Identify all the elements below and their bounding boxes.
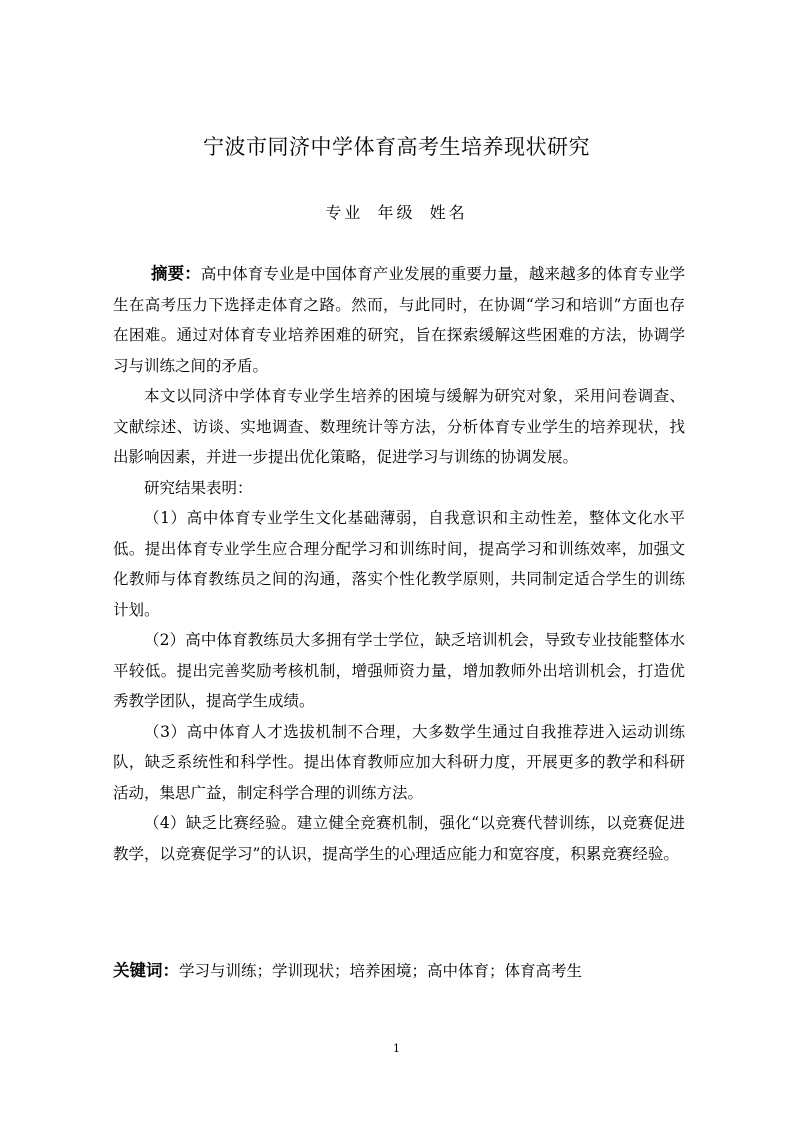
document-title: 宁波市同济中学体育高考生培养现状研究 — [203, 135, 590, 159]
abstract-label: 摘要： — [151, 264, 201, 283]
body-paragraph-finding-2: （2）高中体育教练员大多拥有学士学位，缺乏培训机会，导致专业技能整体水平较低。提出完善奖励考核机制，增强师资力量，增加教师外出培训机会，打造优秀教学团队，提高学生成绩。 — [113, 631, 685, 710]
abstract-paragraph — [113, 259, 685, 381]
body-paragraph-method: 本文以同济中学体育专业学生培养的困境与缓解为研究对象，采用问卷调查、文献综述、访谈、实地调查、数理统计等方法，分析体育专业学生的培养现状，找出影响因素，并进一步提出优化策略，促进学习与训练的协调发展。 — [113, 387, 685, 466]
page-number: 1 — [393, 1042, 400, 1055]
keywords-label: 关键词： — [113, 961, 179, 980]
body-paragraph-finding-3: （3）高中体育人才选拔机制不合理，大多数学生通过自我推荐进入运动训练队，缺乏系统性和科学性。提出体育教师应加大科研力度，开展更多的教学和科研活动，集思广益，制定科学合理的训练方法。 — [113, 722, 685, 802]
body-paragraph-results-intro: 研究结果表明： — [144, 478, 253, 497]
author-byline: 专业 年级 姓名 — [325, 203, 468, 222]
document-body — [113, 259, 685, 869]
body-paragraph-finding-1: （1）高中体育专业学生文化基础薄弱，自我意识和主动性差，整体文化水平低。提出体育专业学生应合理分配学习和训练时间，提高学习和训练效率，加强文化教师与体育教练员之间的沟通，落实个性化教学原则，共同制定适合学生的训练计划。 — [113, 509, 685, 619]
body-paragraph-finding-4: （4）缺乏比赛经验。建立健全竞赛机制，强化“以竞赛代替训练，以竞赛促进教学，以竞赛促学习”的认识，提高学生的心理适应能力和宽容度，积累竞赛经验。 — [113, 814, 685, 863]
keywords-line — [113, 958, 693, 984]
abstract-text: 高中体育专业是中国体育产业发展的重要力量，越来越多的体育专业学生在高考压力下选择走体育之路。然而，与此同时，在协调“学习和培训”方面也存在困难。通过对体育专业培养困难的研究，旨在探索缓解这些困难的方法，协调学习与训练之间的矛盾。 — [113, 265, 685, 375]
keywords-text: 学习与训练；学训现状；培养困境；高中体育；体育高考生 — [179, 962, 583, 980]
